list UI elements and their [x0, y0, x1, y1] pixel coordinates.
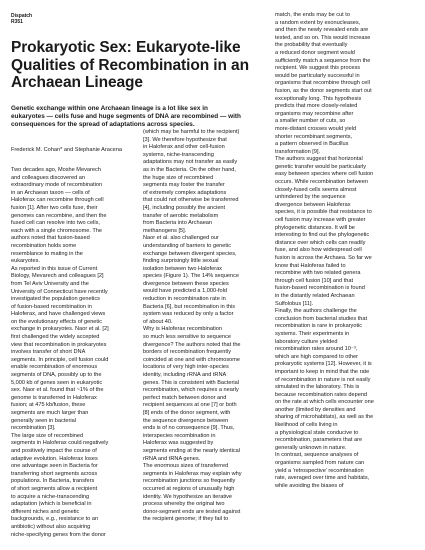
body-line: to acquire a niche-transcending	[11, 493, 90, 500]
body-paragraph	[275, 156, 392, 308]
body-line: unhindered by the sequence	[275, 194, 346, 201]
article-lead	[11, 105, 266, 129]
body-paragraph	[275, 12, 392, 156]
body-line: recombination [3].	[11, 425, 56, 432]
body-line: first challenged the widely accepted	[11, 334, 100, 341]
body-line: occurs. While recombination between	[275, 179, 368, 186]
body-line: locations of very high inter-species	[143, 364, 229, 371]
body-line: divergence? The authors noted that the	[143, 341, 241, 348]
body-line: so much less sensitive to sequence	[143, 334, 231, 341]
body-line: genetic transfer would be particularly	[275, 163, 367, 170]
body-line: recipient sequences at one [7] or both	[143, 402, 237, 409]
body-line: fusion; at 475 kb/fusion, these	[11, 402, 86, 409]
body-line: in Haloferax and other cell-fusion	[143, 144, 225, 151]
body-line: genome is transferred in Haloferax	[11, 394, 97, 401]
body-line: fuse, and also how widespread cell	[275, 247, 362, 254]
body-line: reduction in recombination rate in	[143, 296, 226, 303]
body-line: Sulfolobus [11].	[275, 300, 314, 307]
body-line: laboratory culture yielded	[275, 338, 338, 345]
body-line: species (Figure 1). The 14% sequence	[143, 273, 239, 280]
body-line: and colleagues discovered an	[11, 174, 86, 181]
body-line: of short segments allow a recipient	[11, 485, 98, 492]
body-paragraph	[143, 463, 260, 524]
body-line: segments in Haloferax could negatively	[11, 440, 109, 447]
body-line: The authors suggest that horizontal	[275, 156, 363, 163]
body-line: Haloferax can recombine through cell	[11, 197, 104, 204]
body-line: generally unknown in nature.	[275, 444, 347, 451]
body-line: adaptive evolution. Haloferax loses	[11, 455, 98, 462]
body-line: identity, including rRNA and tRNA	[143, 372, 227, 378]
body-line: backgrounds, e.g., resistance to an	[11, 516, 99, 523]
body-line: systems. Their experiments in	[275, 330, 350, 337]
body-line: a random extent by exonucleases,	[275, 19, 361, 26]
body-line: Finally, the authors challenge the	[275, 308, 357, 315]
body-line: In contrast, sequence analyses of	[275, 452, 359, 459]
body-line: fusion-based recombination is found	[275, 285, 365, 292]
body-line: University of Connecticut have recently	[11, 288, 108, 295]
body-line: from Bacteria into Archaean	[143, 220, 213, 227]
body-line: exchange in prokaryotes. Naor et al. [2]	[11, 326, 109, 333]
body-line: simulated in the laboratory. This is	[275, 384, 360, 391]
body-line: ends is of no consequence [9]. Thus,	[143, 425, 235, 432]
body-line: of fusion-based recombination in	[11, 303, 92, 310]
body-line: and positively impact the course of	[11, 447, 97, 454]
title-line: Prokaryotic Sex: Eukaryote-like	[11, 39, 241, 56]
body-line: organisms that recombine through cell	[275, 80, 370, 87]
body-line: through cell fusion [10] and that	[275, 277, 354, 284]
body-line: populations. In Bacteria, transfers	[11, 478, 95, 485]
body-line: investigated the population genetics	[11, 296, 100, 303]
body-line: antibiotic) without also acquiring	[11, 523, 91, 530]
body-line: genes. This is consistent with Bacterial	[143, 379, 239, 386]
body-line: sufficiently match a sequence from the	[275, 57, 371, 64]
body-line: exceptionally long. This hypothesis	[275, 95, 362, 102]
body-line: match, the ends may be cut to	[275, 12, 350, 18]
body-line: the huge size of recombined	[143, 174, 214, 181]
text-column-3	[275, 12, 392, 490]
body-line: the probability that eventually	[275, 42, 348, 49]
title-line: Archaean Lineage	[11, 74, 143, 91]
body-line: segments are much larger than	[11, 410, 89, 416]
body-line: recipient. We suggest this process	[275, 65, 361, 72]
body-line: exchange between divergent species,	[143, 250, 237, 257]
body-line: generally seen in bacterial	[11, 417, 76, 424]
body-paragraph	[275, 452, 392, 490]
body-line: fusion is across the Archaea. So far we	[275, 255, 372, 261]
body-line: interspecies recombination in	[143, 432, 216, 439]
section-label: Dispatch	[11, 13, 33, 19]
body-line: recombination, parameters that are	[275, 437, 363, 444]
body-line: sharing of microhabitats), as well as the	[275, 414, 374, 421]
body-line: recombination is rare in prokaryotic	[275, 323, 363, 330]
body-line: Naor et al. also challenged our	[143, 235, 219, 242]
body-line: tested, and so on. This would increase	[275, 34, 371, 41]
body-line: sex. Naor et al. found that ~1% of the	[11, 387, 104, 394]
article-title-block	[11, 39, 261, 92]
body-line: niche-specifying genes from the donor	[11, 531, 106, 538]
body-line: view that recombination in prokaryotes	[11, 341, 107, 348]
body-line: predicts that more closely-related	[275, 103, 358, 110]
body-line: divergence between these species	[143, 280, 229, 287]
body-paragraph	[275, 308, 392, 452]
body-line: systems, niche-transcending	[143, 151, 214, 158]
body-line: finding surprisingly little sexual	[143, 258, 219, 265]
body-line: (which may be harmful to the recipient)	[143, 129, 240, 135]
body-line: recombination holds some	[11, 242, 77, 249]
body-line: because recombination rates depend	[275, 391, 368, 398]
body-line: [4], including possibly the ancient	[143, 204, 226, 211]
body-line: [8] ends of the donor segment, with	[143, 409, 231, 416]
body-line: transferring short segments across	[11, 470, 98, 477]
body-line: 5,000 kb of genes seen in eukaryotic	[11, 379, 103, 386]
body-line: the sequence divergence between	[143, 417, 229, 424]
body-line: segments. In principle, cell fusion could	[11, 356, 109, 363]
body-line: as in the Bacteria. On the other hand,	[143, 166, 236, 173]
body-line: coincided at one and with chromosome	[143, 356, 241, 363]
body-line: prokaryotic systems [12]. However, it is	[275, 361, 372, 368]
body-line: know that Haloferax failed to	[275, 262, 346, 269]
journal-header	[11, 13, 32, 25]
body-line: system was reduced by only a factor	[143, 311, 234, 318]
body-line: of about 40.	[143, 318, 173, 325]
body-line: different niches and genetic	[11, 508, 80, 515]
body-line: segments ending at the nearly identical	[143, 447, 241, 454]
body-line: transformation [9].	[275, 148, 321, 155]
body-line: adaptation (which is beneficial in	[11, 501, 92, 508]
body-line: species, it is possible that resistance to	[275, 209, 372, 216]
body-line: extraordinary mode of recombination	[11, 182, 103, 189]
body-line: cell fusion may increase with greater	[275, 217, 366, 224]
body-line: that could not otherwise be transferred	[143, 197, 239, 204]
article-authors	[11, 147, 131, 155]
body-line: isolation between two Haloferax	[143, 265, 222, 272]
authors-line: Frederick M. Cohan* and Stephanie Aracena	[11, 147, 123, 153]
body-line: process whereby the original two	[143, 501, 225, 508]
body-line: segments of DNA, possibly up to the	[11, 372, 102, 379]
body-line: rRNA and tRNA genes.	[143, 455, 201, 462]
body-paragraph	[11, 266, 128, 433]
body-line: would have predicted a 1,000-fold	[143, 288, 227, 295]
body-line: Haloferax, and have challenged views	[11, 311, 106, 318]
body-line: closely-fused cells seems almost	[275, 186, 357, 193]
body-line: recombine with two related genera	[275, 270, 361, 277]
body-line: a pattern observed in Bacillus	[275, 141, 349, 148]
body-line: segments in Haloferax may explain why	[143, 470, 242, 477]
body-line: involves transfer of short DNA	[11, 349, 86, 356]
body-line: each with a single chromosome. The	[11, 227, 102, 234]
body-line: [3]. We therefore hypothesize that	[143, 136, 227, 143]
body-line: would be particularly successful in	[275, 72, 360, 79]
body-line: on the evolutionary effects of genetic	[11, 318, 103, 325]
body-line: The large size of recombined	[11, 432, 84, 439]
body-line: fusion, as the donor segments start out	[275, 87, 372, 94]
lead-line: eukaryotes — cells fuse and huge segments of DNA are recombined — with	[11, 113, 241, 120]
page-number: R351	[11, 19, 23, 25]
body-line: phylogenetic distances. It will be	[275, 224, 355, 231]
body-line: divergence between Haloferax	[275, 201, 351, 208]
body-line: yield a 'retrospective' recombination	[275, 467, 364, 474]
body-line: organisms may recombine after	[275, 110, 354, 117]
body-line: understanding of barriers to genetic	[143, 242, 232, 249]
body-line: fused cell can resolve into two cells,	[11, 220, 100, 227]
lead-line: Genetic exchange within one Archaean lineage is a lot like sex in	[11, 105, 208, 112]
text-column-2	[143, 129, 260, 524]
body-line: easy between species where cell fusion	[275, 171, 374, 178]
title-line: Qualities of Recombination in an	[11, 56, 249, 74]
body-line: important to keep in mind that the rate	[275, 368, 370, 375]
body-line: Why is Haloferax recombination	[143, 326, 222, 333]
body-line: interesting to find out the phylogenetic	[275, 232, 370, 239]
body-line: one advantage seen in Bacteria for	[11, 463, 98, 470]
body-line: which are high compared to other	[275, 353, 359, 360]
body-line: likelihood of cells living in	[275, 422, 338, 429]
body-paragraph	[143, 129, 260, 235]
body-line: on the rate at which cells encounter one	[275, 399, 374, 406]
body-line: enable recombination of enormous	[11, 364, 98, 371]
body-line: another (limited by densities and	[275, 406, 356, 413]
body-line: recombination junctions so frequently	[143, 478, 236, 485]
body-line: occurred at regions of unusually high	[143, 485, 235, 492]
body-line: conclusion from bacterial studies that	[275, 315, 368, 322]
body-paragraph	[143, 326, 260, 463]
body-line: genomes can recombine, and then the	[11, 212, 107, 219]
body-line: donor-segment ends are tested against	[143, 508, 241, 515]
article-title	[11, 39, 261, 92]
body-line: more-distant crosses would yield	[275, 125, 357, 132]
body-paragraph	[143, 235, 260, 326]
text-column-1	[11, 167, 128, 539]
body-line: a reduced donor segment would	[275, 49, 355, 56]
body-line: and then the newly revealed ends are	[275, 27, 369, 34]
body-line: Two decades ago, Moshe Mevarech	[11, 167, 101, 173]
body-line: segments may foster the transfer	[143, 182, 225, 189]
body-line: distance over which cells can readily	[275, 239, 366, 246]
body-line: borders of recombination frequently	[143, 349, 231, 356]
body-line: Haloferax was suggested by	[143, 440, 214, 447]
body-line: recombination, which requires a nearly	[143, 387, 239, 394]
body-line: authors noted that fusion-based	[11, 235, 90, 242]
body-paragraph	[11, 167, 128, 266]
body-line: in an Archaean taxon — cells of	[11, 189, 90, 196]
body-line: recombination rates around 10⁻³,	[275, 346, 358, 353]
body-line: Biology, Mevarech and colleagues [2]	[11, 273, 104, 280]
body-line: Bacteria [6], but recombination in this	[143, 303, 236, 310]
body-line: a physiological state conducive to	[275, 429, 359, 436]
body-line: from Tel Aviv University and the	[11, 280, 89, 287]
body-line: The enormous sizes of transferred	[143, 463, 229, 470]
body-line: of recombination in nature is not easily	[275, 376, 371, 383]
body-line: organisms sampled from nature can	[275, 460, 365, 467]
body-line: of extremely complex adaptations	[143, 189, 227, 196]
body-line: while avoiding the biases of	[275, 482, 344, 489]
lead-line: consequences for the spread of adaptations across species.	[11, 121, 195, 128]
body-line: resemblance to mating in the	[11, 250, 83, 257]
body-line: the recipient genome; if they fail to	[143, 516, 229, 523]
body-line: a smaller number of cuts, so	[275, 118, 346, 125]
body-line: identity. We hypothesize an iterative	[143, 493, 233, 500]
body-line: transfer of aerobic metabolism	[143, 212, 219, 219]
body-line: methanogens [5].	[143, 227, 187, 234]
body-line: in the distantly related Archaean	[275, 292, 355, 299]
body-line: shorter recombinant segments,	[275, 133, 353, 140]
body-line: eukaryotes.	[11, 258, 40, 265]
body-line: rate, averaged over time and habitats,	[275, 475, 370, 482]
body-line: As reported in this issue of Current	[11, 265, 98, 272]
body-line: adaptations may not transfer as easily	[143, 159, 238, 166]
body-paragraph	[11, 433, 128, 539]
body-line: perfect match between donor and	[143, 394, 227, 401]
body-line: fusion [1]. After two cells fuse, their	[11, 204, 98, 211]
